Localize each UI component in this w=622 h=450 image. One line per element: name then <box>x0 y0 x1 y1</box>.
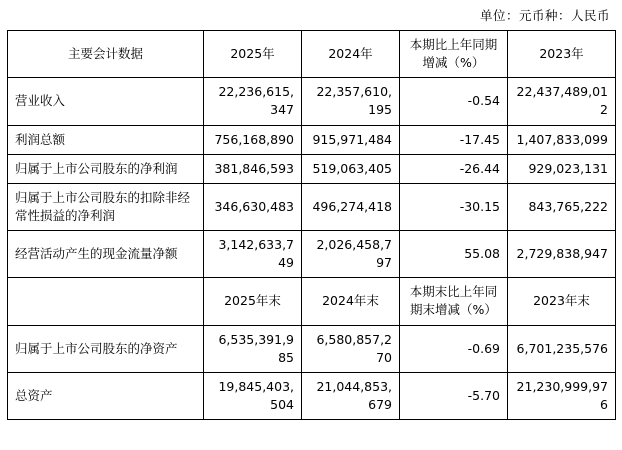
header-year-end-2024: 2024年末 <box>302 278 400 325</box>
cell-total-profit-2023: 1,407,833,099 <box>508 125 616 154</box>
table-row <box>8 125 616 154</box>
row-label-revenue: 营业收入 <box>8 78 204 125</box>
cell-net-profit-excl-change: -30.15 <box>400 183 508 230</box>
cell-total-assets-2024: 21,044,853,679 <box>302 372 400 419</box>
header-year-2023: 2023年 <box>508 31 616 78</box>
cell-revenue-change: -0.54 <box>400 78 508 125</box>
cell-net-profit-excl-2024: 496,274,418 <box>302 183 400 230</box>
row-label-operating-cash-flow: 经营活动产生的现金流量净额 <box>8 231 204 278</box>
cell-cash-flow-2024: 2,026,458,797 <box>302 231 400 278</box>
cell-net-assets-change: -0.69 <box>400 325 508 372</box>
cell-net-profit-excl-2023: 843,765,222 <box>508 183 616 230</box>
cell-cash-flow-2023: 2,729,838,947 <box>508 231 616 278</box>
cell-net-profit-2025: 381,846,593 <box>204 154 302 183</box>
header-main-accounting-data: 主要会计数据 <box>8 31 204 78</box>
cell-cash-flow-change: 55.08 <box>400 231 508 278</box>
header-year-end-2025: 2025年末 <box>204 278 302 325</box>
cell-total-profit-2024: 915,971,484 <box>302 125 400 154</box>
cell-revenue-2024: 22,357,610,195 <box>302 78 400 125</box>
cell-revenue-2023: 22,437,489,012 <box>508 78 616 125</box>
cell-cash-flow-2025: 3,142,633,749 <box>204 231 302 278</box>
cell-total-assets-2025: 19,845,403,504 <box>204 372 302 419</box>
header-change-percent: 本期比上年同期增减（%） <box>400 31 508 78</box>
row-label-total-assets: 总资产 <box>8 372 204 419</box>
header-year-2025: 2025年 <box>204 31 302 78</box>
table-header-row-2 <box>8 278 616 325</box>
cell-net-assets-2023: 6,701,235,576 <box>508 325 616 372</box>
cell-net-assets-2024: 6,580,857,270 <box>302 325 400 372</box>
table-row <box>8 325 616 372</box>
financial-data-table <box>7 30 616 420</box>
table-row <box>8 78 616 125</box>
cell-net-profit-2023: 929,023,131 <box>508 154 616 183</box>
cell-revenue-2025: 22,236,615,347 <box>204 78 302 125</box>
row-label-net-assets-attributable: 归属于上市公司股东的净资产 <box>8 325 204 372</box>
header-period-end-change-percent: 本期末比上年同期末增减（%） <box>400 278 508 325</box>
cell-total-assets-change: -5.70 <box>400 372 508 419</box>
table-row <box>8 154 616 183</box>
table-row <box>8 372 616 419</box>
header-year-2024: 2024年 <box>302 31 400 78</box>
table-header-row-1 <box>8 31 616 78</box>
cell-net-profit-2024: 519,063,405 <box>302 154 400 183</box>
table-row <box>8 231 616 278</box>
cell-total-profit-2025: 756,168,890 <box>204 125 302 154</box>
unit-note: 单位：元币种：人民币 <box>479 8 610 23</box>
row-label-total-profit: 利润总额 <box>8 125 204 154</box>
row-label-net-profit-attributable: 归属于上市公司股东的净利润 <box>8 154 204 183</box>
cell-total-assets-2023: 21,230,999,976 <box>508 372 616 419</box>
cell-net-profit-change: -26.44 <box>400 154 508 183</box>
cell-net-profit-excl-2025: 346,630,483 <box>204 183 302 230</box>
header-blank <box>8 278 204 325</box>
table-row <box>8 183 616 230</box>
row-label-net-profit-excl-nonrecurring: 归属于上市公司股东的扣除非经常性损益的净利润 <box>8 183 204 230</box>
header-year-end-2023: 2023年末 <box>508 278 616 325</box>
cell-total-profit-change: -17.45 <box>400 125 508 154</box>
cell-net-assets-2025: 6,535,391,985 <box>204 325 302 372</box>
